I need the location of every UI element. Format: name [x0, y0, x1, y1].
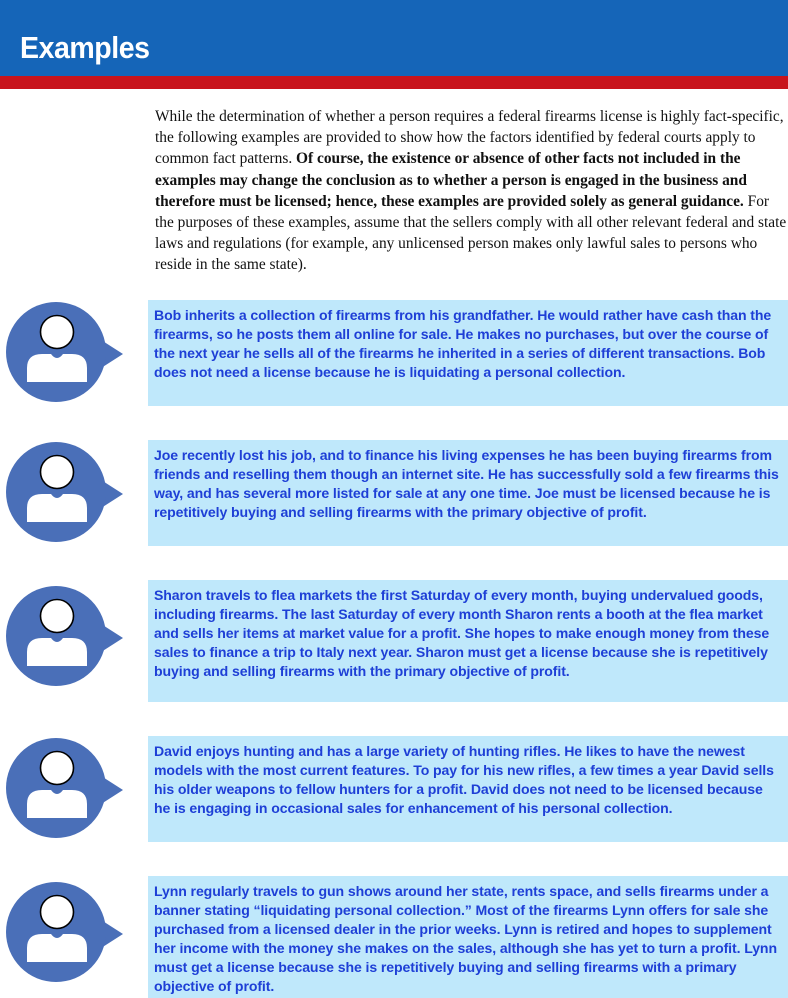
example-text: Lynn regularly travels to gun shows around her state, rents space, and sells firearms under a banner stating “liquidating personal collection.” Most of the firearms Lynn offers for sale she purchased from a licensed dealer in the prior weeks. Lynn is retired and hopes to supplement her income with the money she makes on the sales, although she has yet to turn a profit. Lynn must get a license because she is repetitively buying and selling firearms with a primary objective of profit. — [154, 883, 777, 994]
example-panel — [148, 736, 788, 842]
example-panel — [148, 580, 788, 702]
example-panel — [148, 440, 788, 546]
example-text: Joe recently lost his job, and to finance his living expenses he has been buying firearms from friends and reselling them though an internet site. He has successfully sold a few firearms this way, and has several more listed for sale at any one time. Joe must be licensed because he is repetitively buying and selling firearms with the primary objective of profit. — [154, 447, 779, 520]
intro-text-2: For the purposes of these examples, assume that the sellers comply with all other relevant federal and state laws and regulations (for example, any unlicensed person makes only lawful sales to persons who reside in the same state). — [155, 192, 787, 274]
person-avatar-icon — [4, 440, 123, 544]
person-avatar-icon — [4, 584, 123, 688]
intro-text-1: While the determination of whether a person requires a federal firearms license is highly fact-specific, the following examples are provided to show how the factors identified by federal courts apply to common fact patterns. — [155, 108, 784, 168]
person-avatar-icon — [4, 880, 123, 984]
page-title: Examples — [20, 30, 150, 65]
intro-bold-text: Of course, the existence or absence of other facts not included in the examples may change the conclusion as to whether a person is engaged in the business and therefore must be licensed; hence, these examples are provided solely as general guidance. — [155, 150, 747, 210]
intro-paragraph — [155, 106, 787, 276]
example-panel — [148, 876, 788, 998]
example-panel — [148, 300, 788, 406]
person-avatar-icon — [4, 300, 123, 404]
example-text: David enjoys hunting and has a large variety of hunting rifles. He likes to have the newest models with the most current features. To pay for his new rifles, a few times a year David sells his older weapons to fellow hunters for a profit. David does not need to be licensed because he is engaging in occasional sales for enhancement of his personal collection. — [154, 743, 774, 816]
header-rule — [0, 76, 788, 89]
header-band — [0, 0, 788, 76]
example-text: Sharon travels to flea markets the first Saturday of every month, buying undervalued goods, including firearms. The last Saturday of every month Sharon rents a booth at the flea market and sells her items at market value for a profit. She hopes to make enough money from these sales to finance a trip to Italy next year. Sharon must get a license because she is repetitively buying and selling firearms with the primary objective of profit. — [154, 587, 770, 679]
example-text: Bob inherits a collection of firearms from his grandfather. He would rather have cash than the firearms, so he posts them all online for sale. He makes no purchases, but over the course of the next year he sells all of the firearms he inherited in a series of different transactions. Bob does not need a license because he is liquidating a personal collection. — [154, 307, 772, 380]
person-avatar-icon — [4, 736, 123, 840]
